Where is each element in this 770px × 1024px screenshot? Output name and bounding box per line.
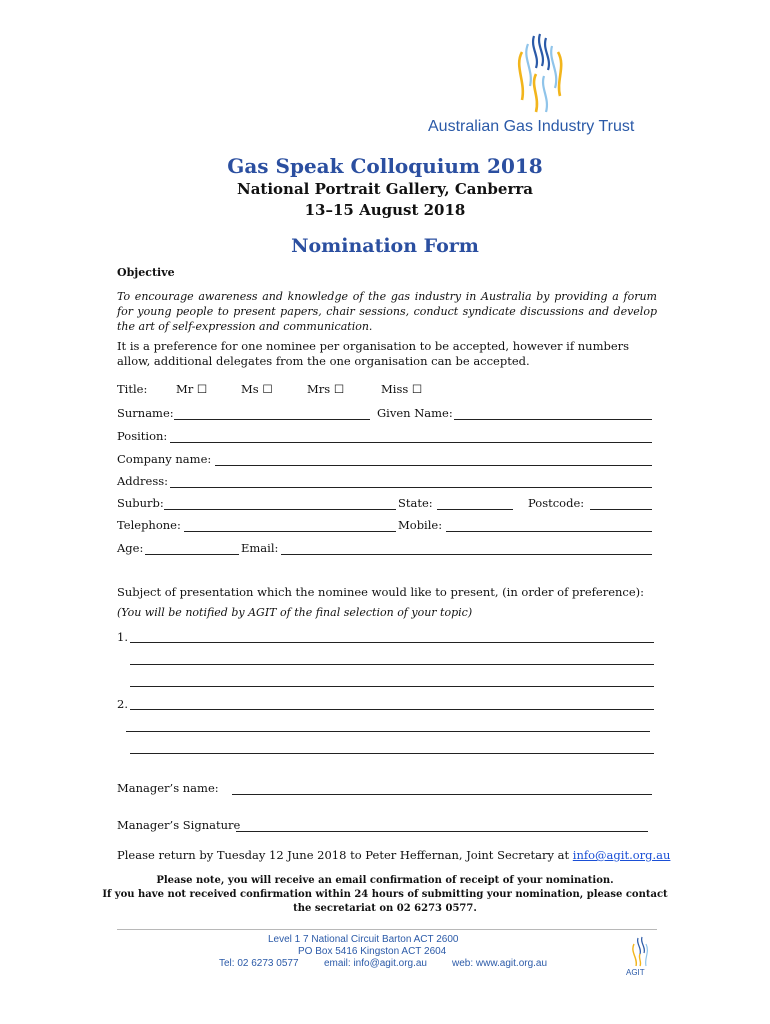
- subject-item-1-line-2[interactable]: [130, 664, 654, 665]
- form-title: Nomination Form: [291, 235, 479, 257]
- subject-item-1-label: 1.: [117, 630, 128, 644]
- footer-address-line-1: Level 1 7 National Circuit Barton ACT 2600: [268, 934, 459, 945]
- position-field[interactable]: [170, 442, 652, 443]
- confirmation-notice: [0, 874, 770, 916]
- given-name-label: Given Name:: [377, 406, 453, 420]
- footer-divider: [117, 929, 657, 930]
- manager-name-field[interactable]: [232, 794, 652, 795]
- suburb-field[interactable]: [164, 509, 396, 510]
- return-email-link[interactable]: info@agit.org.au: [572, 848, 671, 862]
- notice-line-3: the secretariat on 02 6273 0577.: [293, 903, 477, 914]
- telephone-label: Telephone:: [117, 518, 181, 532]
- org-name: Australian Gas Industry Trust: [428, 118, 635, 135]
- subject-note: (You will be notified by AGIT of the final selection of your topic): [117, 606, 473, 619]
- objective-heading: Objective: [117, 266, 175, 279]
- subject-item-2-line-2[interactable]: [126, 731, 650, 732]
- title-option-mrs[interactable]: Mrs ☐: [307, 382, 345, 396]
- postcode-field[interactable]: [590, 509, 652, 510]
- subject-item-1-line-1[interactable]: [130, 642, 654, 643]
- page-title: Gas Speak Colloquium 2018: [227, 154, 543, 178]
- state-label: State:: [398, 496, 433, 510]
- venue: National Portrait Gallery, Canberra: [236, 180, 533, 198]
- return-instructions: [117, 848, 670, 862]
- return-text: Please return by Tuesday 12 June 2018 to Peter Heffernan, Joint Secretary at: [117, 848, 570, 862]
- manager-signature-field[interactable]: [236, 831, 648, 832]
- agit-small-flame-icon: [626, 934, 654, 968]
- surname-field[interactable]: [174, 419, 370, 420]
- title-label: Title:: [117, 382, 148, 396]
- company-name-label: Company name:: [117, 452, 212, 466]
- address-label: Address:: [117, 474, 169, 488]
- postcode-label: Postcode:: [528, 496, 585, 510]
- given-name-field[interactable]: [454, 419, 652, 420]
- subject-item-2-line-1[interactable]: [130, 709, 654, 710]
- footer-email: email: info@agit.org.au: [324, 958, 427, 969]
- age-field[interactable]: [145, 554, 239, 555]
- subject-item-2-label: 2.: [117, 697, 128, 711]
- objective-text: To encourage awareness and knowledge of the gas industry in Australia by providing a forum for young people to present papers, chair sessions, conduct syndicate discussions and develop the art of self-expression and communication.: [117, 290, 657, 333]
- mobile-field[interactable]: [446, 531, 652, 532]
- state-field[interactable]: [437, 509, 513, 510]
- agit-flame-logo-icon: [500, 30, 570, 118]
- event-dates: 13–15 August 2018: [304, 201, 466, 219]
- email-label: Email:: [241, 541, 279, 555]
- footer-telephone: Tel: 02 6273 0577: [219, 958, 299, 969]
- telephone-field[interactable]: [184, 531, 396, 532]
- age-label: Age:: [117, 541, 144, 555]
- address-field[interactable]: [170, 487, 652, 488]
- notice-line-2: If you have not received confirmation within 24 hours of submitting your nomination, please contact: [102, 889, 668, 900]
- mobile-label: Mobile:: [398, 518, 443, 532]
- company-name-field[interactable]: [215, 465, 652, 466]
- manager-signature-label: Manager’s Signature: [117, 818, 241, 832]
- preference-text: It is a preference for one nominee per organisation to be accepted, however if numbers allow, additional delegates from the one organisation can be accepted.: [117, 339, 630, 368]
- email-field[interactable]: [281, 554, 652, 555]
- subject-prompt: Subject of presentation which the nominee would like to present, (in order of preference):: [117, 585, 645, 599]
- subject-item-2-line-3[interactable]: [130, 753, 654, 754]
- footer-address-line-2: PO Box 5416 Kingston ACT 2604: [298, 946, 447, 957]
- title-option-mr[interactable]: Mr ☐: [176, 382, 208, 396]
- footer-web: web: www.agit.org.au: [452, 958, 548, 969]
- notice-line-1: Please note, you will receive an email confirmation of receipt of your nomination.: [156, 875, 614, 886]
- footer-logo-text: AGIT: [626, 968, 645, 977]
- manager-name-label: Manager’s name:: [117, 781, 219, 795]
- surname-label: Surname:: [117, 406, 174, 420]
- suburb-label: Suburb:: [117, 496, 164, 510]
- title-option-ms[interactable]: Ms ☐: [241, 382, 273, 396]
- position-label: Position:: [117, 429, 168, 443]
- subject-item-1-line-3[interactable]: [130, 686, 654, 687]
- title-option-miss[interactable]: Miss ☐: [381, 382, 423, 396]
